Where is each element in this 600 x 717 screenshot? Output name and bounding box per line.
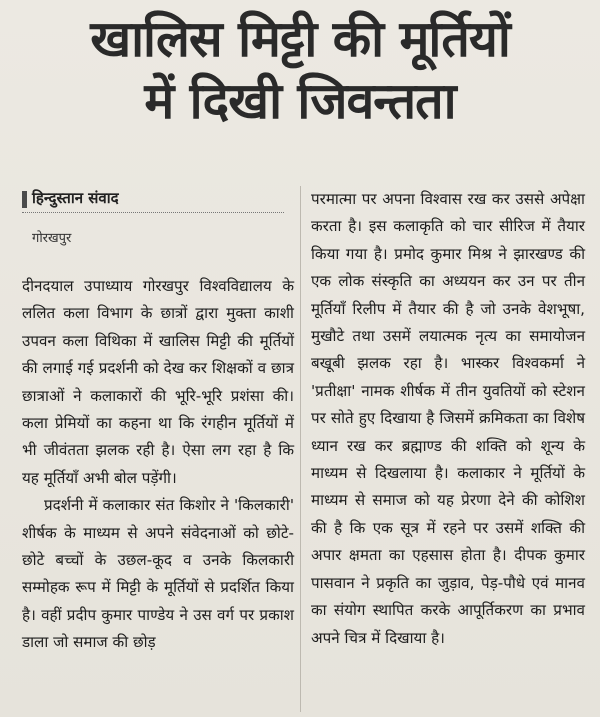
article-column-right: [311, 186, 585, 652]
paragraph-1: दीनदयाल उपाध्याय गोरखपुर विश्वविद्यालय के ललित कला विभाग के छात्रों द्वारा मुक्ता काशी उपवन कला विथिका में खालिस मिट्टी की मूर्तियों की लगाई गई प्रदर्शनी को देख कर शिक्षकों व छात्र छात्राओं ने कलाकारों की भूरि-भूरि प्रशंसा की। कला प्रेमियों का कहना था कि रंगहीन मूर्तियों में भी जीवंतता झलक रही है। ऐसा लग रहा है कि यह मूर्तियाँ अभी बोल पड़ेंगी।: [22, 277, 294, 487]
paragraph-2: प्रदर्शनी में कलाकार संत किशोर ने 'किलकारी' शीर्षक के माध्यम से अपने संवेदनाओं को छोटे-छोटे बच्चों के उछल-कूद व उनके किलकारी सम्मोहक रूप में मिट्टी के मूर्तियों से प्रदर्शित किया है। वहीं प्रदीप कुमार पाण्डेय ने उस वर्ग पर प्रकाश डाला जो समाज की छोड़: [22, 496, 294, 652]
article-column-left: [22, 273, 294, 657]
paragraph-3: परमात्मा पर अपना विश्वास रख कर उससे अपेक्षा करता है। इस कलाकृति को चार सीरिज में तैयार किया गया है। प्रमोद कुमार मिश्र ने झारखण्ड की एक लोक संस्कृति का अध्ययन कर उन पर तीन मूर्तियाँ रिलीप में तैयार की है जो उनके वेशभूषा, मुखौटे तथा उसमें लयात्मक नृत्य का समायोजन बखूबी झलक रहा है। भास्कर विश्वकर्मा ने 'प्रतीक्षा' नामक शीर्षक में तीन युवतियों को स्टेशन पर सोते हुए दिखाया है जिसमें क्रमिकता का विशेष ध्यान रख कर ब्रह्माण्ड की शक्ति को शून्य के माध्यम से दिखलाया है। कलाकार ने मूर्तियों के माध्यम से समाज को यह प्रेरणा देने की कोशिश की है कि एक सूत्र में रहने पर उसमें शक्ति की अपार क्षमता का एहसास होता है। दीपक कुमार पासवान ने प्रकृति का जुड़ाव, पेड़-पौधे एवं मानव का संयोग स्थापित करके आपूर्तिकरण का प्रभाव अपने चित्र में दिखाया है।: [311, 190, 585, 647]
column-divider: [300, 186, 301, 712]
headline-line-2: में दिखी जिवन्तता: [144, 72, 456, 130]
headline: [0, 8, 600, 132]
headline-line-1: खालिस मिट्टी की मूर्तियों: [90, 10, 510, 68]
byline-divider: [22, 212, 284, 213]
byline: हिन्दुस्तान संवाद: [32, 189, 119, 207]
byline-marker: [22, 191, 27, 208]
dateline: गोरखपुर: [32, 231, 72, 246]
